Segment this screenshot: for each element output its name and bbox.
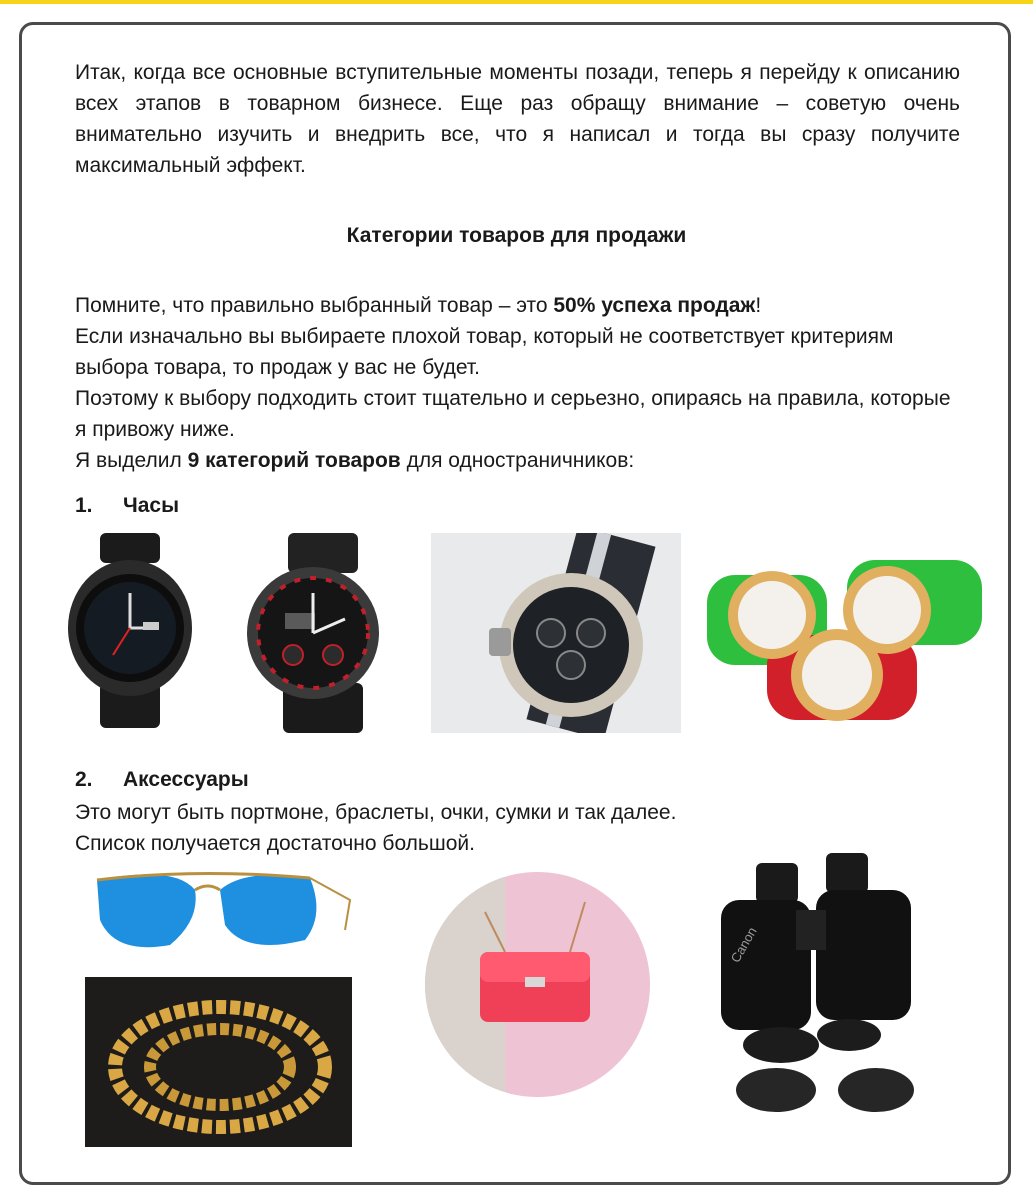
binoculars-photo bbox=[681, 845, 946, 1130]
smartwatch-photo bbox=[55, 533, 205, 733]
paragraph-bad-product: Если изначально вы выбираете плохой товар, который не соответствует критериям выбора товара, то продаж у вас не будет. bbox=[75, 325, 894, 379]
section-body bbox=[75, 290, 960, 476]
intro-paragraph: Итак, когда все основные вступительные моменты позади, теперь я перейду к описанию всех этапов в товарном бизнесе. Еще раз обращу внимание – советую очень внимательно изучить и внедрить все, что я написал и тогда вы сразу получите максимальный эффект. bbox=[75, 61, 960, 177]
category-item-accessories: 2. Аксессуары bbox=[75, 768, 249, 791]
sunglasses-photo bbox=[75, 860, 365, 970]
paragraph-rules: Поэтому к выбору подходить стоит тщательно и серьезно, опираясь на правила, которые я привожу ниже. bbox=[75, 387, 951, 441]
category-item-watches: 1. Часы bbox=[75, 494, 180, 517]
sport-watch-photo bbox=[233, 533, 393, 733]
handbag-photo bbox=[425, 872, 650, 1097]
accessories-line: Список получается достаточно большой. bbox=[75, 832, 475, 855]
paragraph-success: Помните, что правильно выбранный товар – это 50% успеха продаж! bbox=[75, 294, 762, 317]
gold-chain-photo bbox=[85, 977, 352, 1147]
accessories-line: Это могут быть портмоне, браслеты, очки, сумки и так далее. bbox=[75, 801, 677, 824]
paragraph-categories: Я выделил 9 категорий товаров для одностраничников: bbox=[75, 449, 635, 472]
binoculars-brand-label: Canon bbox=[727, 924, 760, 966]
top-accent-strip bbox=[0, 0, 1033, 4]
chronograph-watch-photo bbox=[431, 533, 681, 733]
jewelry-watches-photo bbox=[697, 535, 987, 730]
section-heading: Категории товаров для продажи bbox=[346, 224, 687, 247]
